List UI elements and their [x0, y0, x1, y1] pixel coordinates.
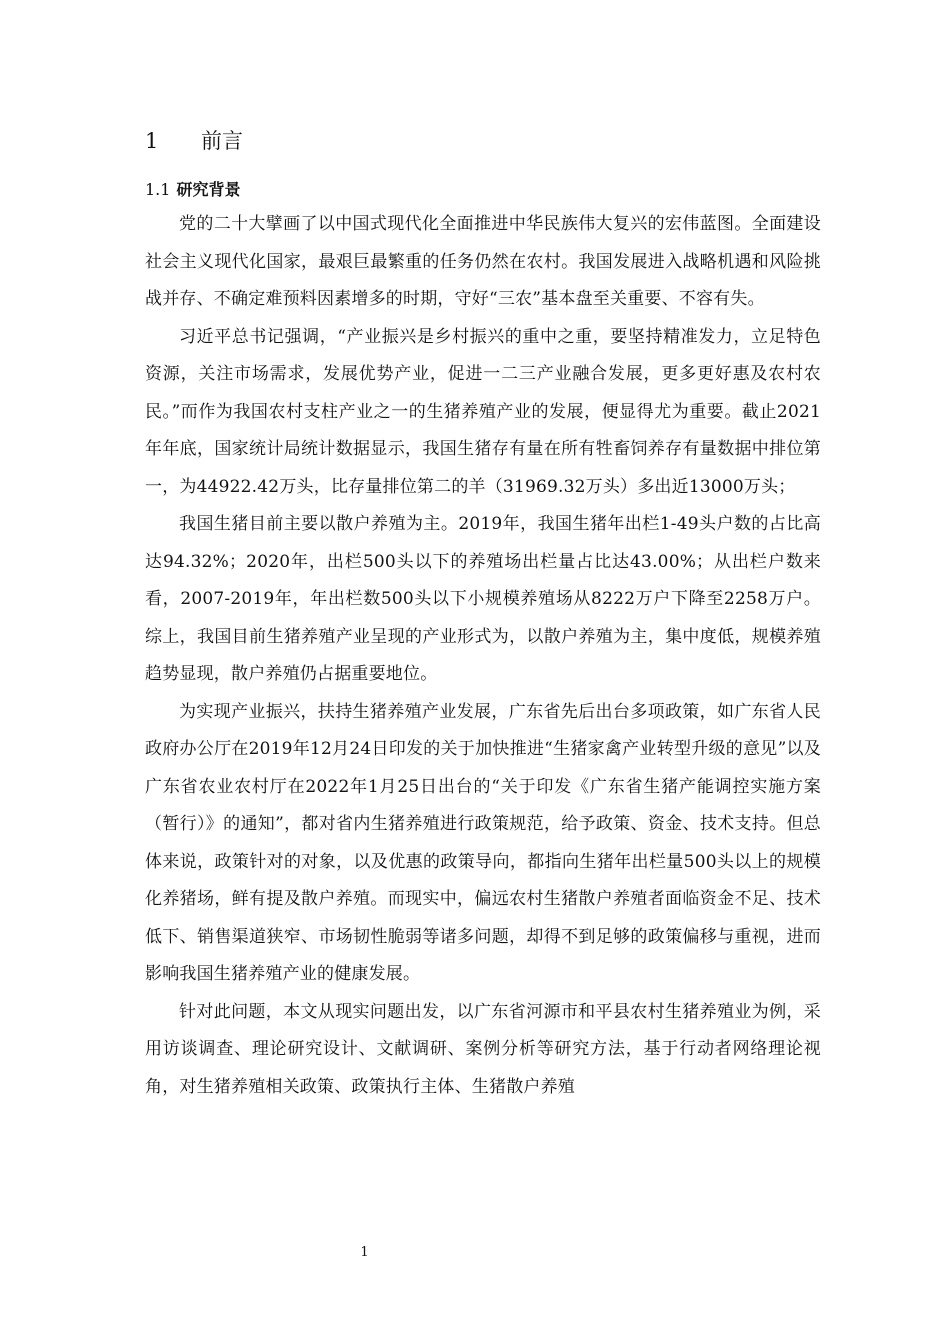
paragraph: 我国生猪目前主要以散户养殖为主。2019年，我国生猪年出栏1-49头户数的占比高达94.32%；2020年，出栏500头以下的养殖场出栏量占比达43.00%；从出栏户数来看，2007-2019年，年出栏数500头以下小规模养殖场从8222万户下降至2258万户。综上，我国目前生猪养殖产业呈现的产业形式为，以散户养殖为主，集中度低，规模养殖趋势显现，散户养殖仍占据重要地位。 — [145, 514, 821, 684]
body-text — [145, 206, 821, 1106]
section-title: 研究背景 — [176, 180, 241, 199]
page-number: 1 — [360, 1245, 369, 1260]
chapter-heading — [145, 126, 821, 156]
section-heading — [145, 178, 821, 202]
chapter-title: 前言 — [201, 129, 243, 153]
page-content — [145, 126, 821, 1106]
paragraph: 习近平总书记强调，“产业振兴是乡村振兴的重中之重，要坚持精准发力，立足特色资源，关注市场需求，发展优势产业，促进一二三产业融合发展，更多更好惠及农村农民。”而作为我国农村支柱产业之一的生猪养殖产业的发展，便显得尤为重要。截止2021年年底，国家统计局统计数据显示，我国生猪存有量在所有牲畜饲养存有量数据中排位第一，为44922.42万头，比存量排位第二的羊（31969.32万头）多出近13000万头； — [145, 326, 821, 497]
chapter-number: 1 — [145, 129, 159, 153]
section-number: 1.1 — [145, 180, 171, 199]
paragraph: 针对此问题，本文从现实问题出发，以广东省河源市和平县农村生猪养殖业为例，采用访谈调查、理论研究设计、文献调研、案例分析等研究方法，基于行动者网络理论视角，对生猪养殖相关政策、政策执行主体、生猪散户养殖 — [145, 1001, 821, 1097]
paragraph: 为实现产业振兴，扶持生猪养殖产业发展，广东省先后出台多项政策，如广东省人民政府办公厅在2019年12月24日印发的关于加快推进“生猪家禽产业转型升级的意见”以及广东省农业农村厅在2022年1月25日出台的“关于印发《广东省生猪产能调控实施方案（暂行）》的通知”，都对省内生猪养殖进行政策规范，给予政策、资金、技术支持。但总体来说，政策针对的对象，以及优惠的政策导向，都指向生猪年出栏量500头以上的规模化养猪场，鲜有提及散户养殖。而现实中，偏远农村生猪散户养殖者面临资金不足、技术低下、销售渠道狭窄、市场韧性脆弱等诸多问题，却得不到足够的政策偏移与重视，进而影响我国生猪养殖产业的健康发展。 — [145, 701, 821, 984]
paragraph: 党的二十大擘画了以中国式现代化全面推进中华民族伟大复兴的宏伟蓝图。全面建设社会主义现代化国家，最艰巨最繁重的任务仍然在农村。我国发展进入战略机遇和风险挑战并存、不确定难预料因素增多的时期，守好“三农”基本盘至关重要、不容有失。 — [145, 214, 821, 309]
